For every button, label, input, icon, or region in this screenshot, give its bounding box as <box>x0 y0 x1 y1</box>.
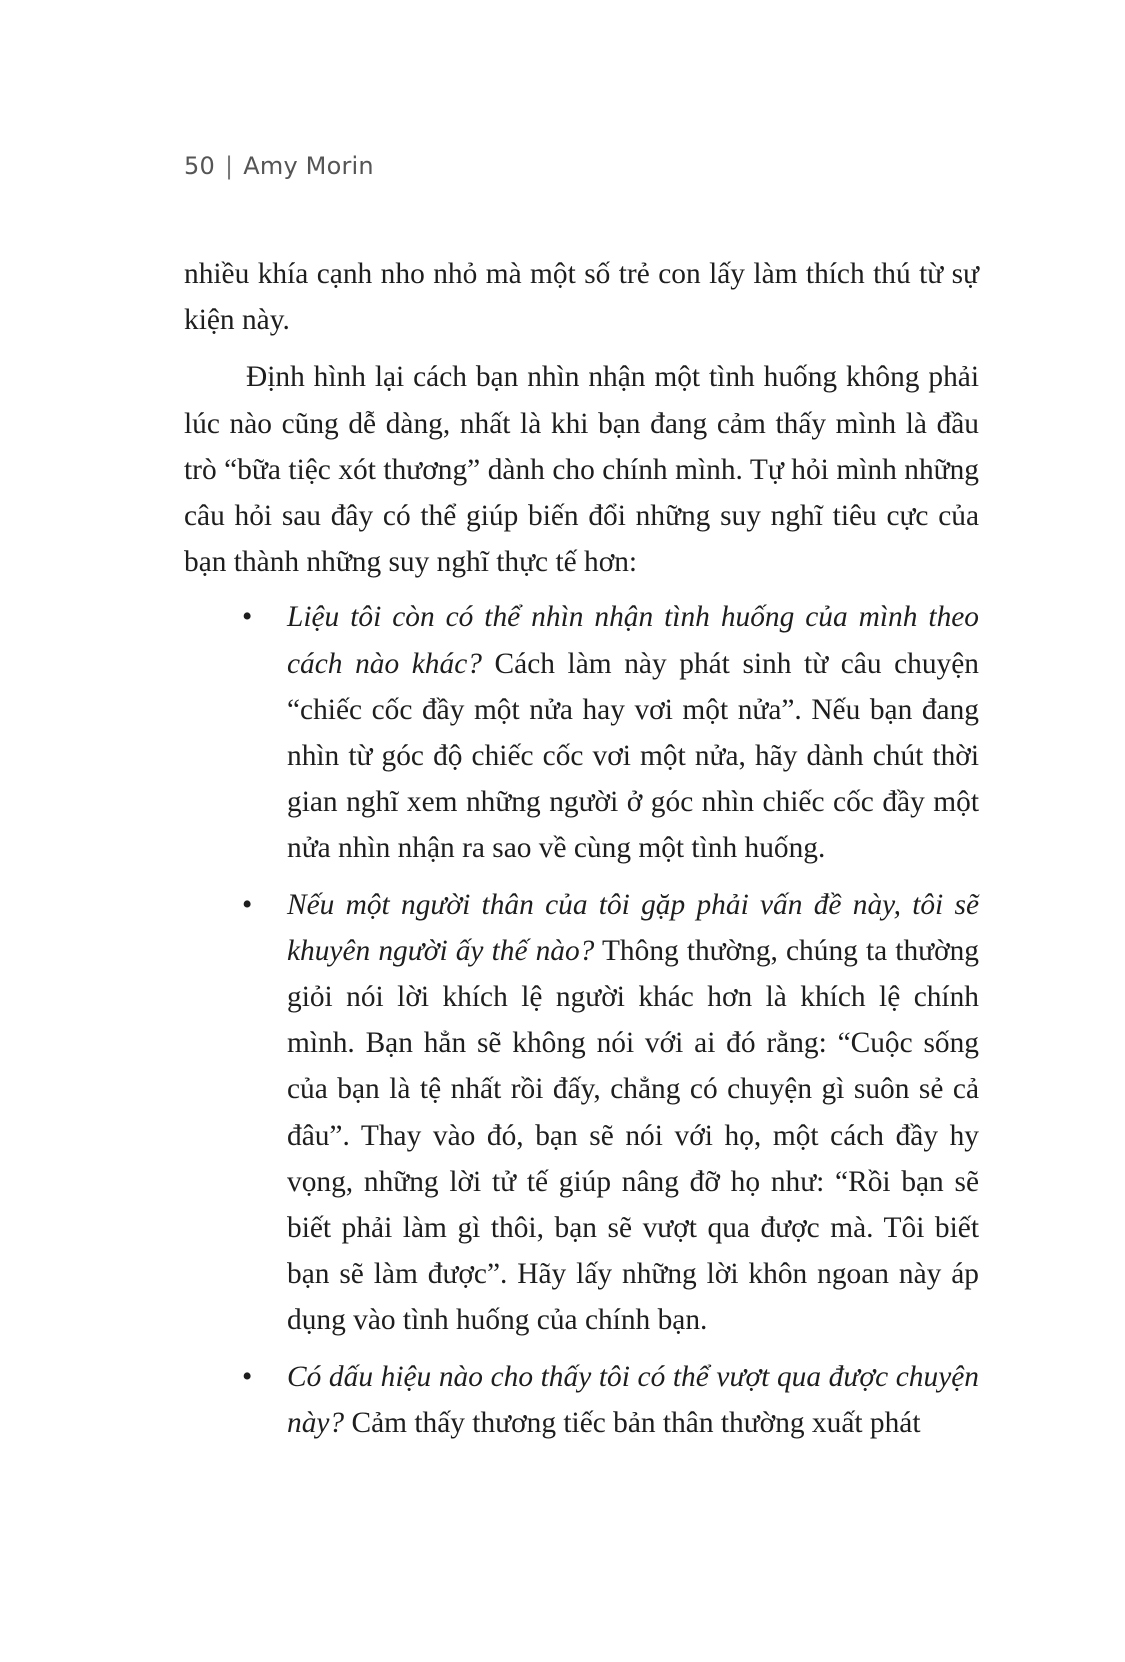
bullet-text: Cách làm này phát sinh từ câu chuyện “chiếc cốc đầy một nửa hay vơi một nửa”. Nếu bạn đang nhìn từ góc độ chiếc cốc vơi một nửa, hãy dành chút thời gian nghĩ xem những người ở góc nhìn chiếc cốc đầy một nửa nhìn nhận ra sao về cùng một tình huống. <box>287 647 979 865</box>
running-head <box>184 152 374 180</box>
bullet-question: Có dấu hiệu nào cho thấy tôi có thể vượt qua được chuyện này? <box>287 1360 979 1439</box>
continued-paragraph: nhiều khía cạnh nho nhỏ mà một số trẻ con lấy làm thích thú từ sự kiện này. <box>184 258 979 337</box>
list-item <box>184 882 979 1344</box>
header-separator: | <box>224 152 234 180</box>
intro-paragraph: Định hình lại cách bạn nhìn nhận một tình huống không phải lúc nào cũng dễ dàng, nhất là khi bạn đang cảm thấy mình là đầu trò “bữa tiệc xót thương” dành cho chính mình. Tự hỏi mình những câu hỏi sau đây có thể giúp biến đổi những suy nghĩ tiêu cực của bạn thành những suy nghĩ thực tế hơn: <box>184 361 979 579</box>
list-item <box>184 1354 979 1446</box>
bullet-icon: • <box>242 601 253 634</box>
question-list <box>184 594 979 1446</box>
bullet-icon: • <box>242 1360 253 1393</box>
body-text <box>184 251 979 1456</box>
bullet-text: Thông thường, chúng ta thường giỏi nói lời khích lệ người khác hơn là khích lệ chính mình. Bạn hẳn sẽ không nói với ai đó rằng: “Cuộc sống của bạn là tệ nhất rồi đấy, chẳng có chuyện gì suôn sẻ cả đâu”. Thay vào đó, bạn sẽ nói với họ, một cách đầy hy vọng, những lời tử tế giúp nâng đỡ họ như: “Rồi bạn sẽ biết phải làm gì thôi, bạn sẽ vượt qua được mà. Tôi biết bạn sẽ làm được”. Hãy lấy những lời khôn ngoan này áp dụng vào tình huống của chính bạn. <box>287 934 979 1337</box>
bullet-icon: • <box>242 888 253 921</box>
list-item <box>184 594 979 871</box>
bullet-question: Nếu một người thân của tôi gặp phải vấn đề này, tôi sẽ khuyên người ấy thế nào? <box>287 888 979 967</box>
author-name: Amy Morin <box>243 152 374 180</box>
bullet-question: Liệu tôi còn có thể nhìn nhận tình huống của mình theo cách nào khác? <box>287 601 979 680</box>
bullet-text: Cảm thấy thương tiếc bản thân thường xuất phát <box>344 1406 921 1439</box>
page-number: 50 <box>184 152 215 180</box>
